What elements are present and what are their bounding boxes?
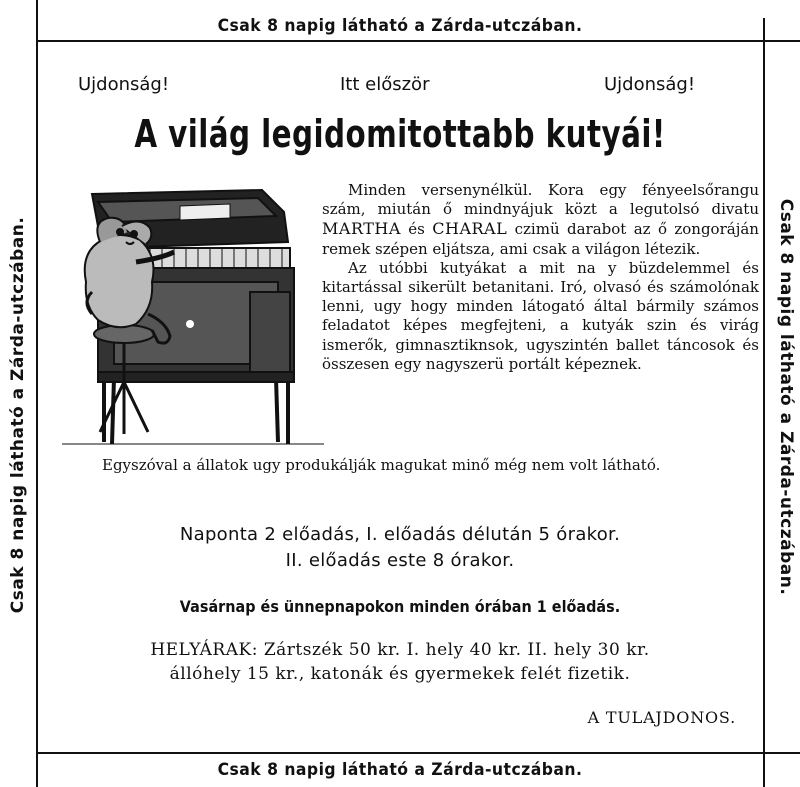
conjunction-and: és — [408, 220, 425, 239]
bottom-banner: Csak 8 napig látható a Zárda-utczában. — [217, 760, 583, 780]
description-paragraph-2: Az utóbbi kutyákat a mit na y büzdelemmel és kitartással sikerült betanitani. Iró, olvasó és számolónak lenni, ugy hogy minden látogató által bármily számos feladatot képes megfejteni, a kutyák szin és virág ismerők, gimnasztiknsok, ugyszintén ballet táncosok és összesen egy nagyszerü portált képeznek. — [322, 258, 759, 373]
performer-name-martha: MARTHA — [322, 219, 401, 239]
owner-signature: A TULAJDONOS. — [587, 708, 736, 727]
header-center-first-time: Itt először — [340, 74, 430, 95]
header-left-novelty: Ujdonság! — [78, 74, 170, 95]
schedule-line-1: Naponta 2 előadás, I. előadás délután 5 órakor. — [179, 524, 621, 545]
prices-line-1: HELYÁRAK: Zártszék 50 kr. I. hely 40 kr. II. hely 30 kr. — [150, 640, 650, 660]
description-paragraph-1 — [322, 181, 759, 259]
prices-line-2: állóhely 15 kr., katonák és gyermekek felét fizetik. — [169, 664, 631, 684]
left-border-line — [36, 40, 38, 754]
schedule-line-2: II. előadás este 8 órakor. — [285, 550, 515, 571]
paragraph-1-start: Minden versenynélkül. Kora egy fényeelsőrangu szám, miután ő mindnyájuk közt a legutolsó divatu — [322, 181, 759, 219]
right-border-line — [763, 40, 765, 754]
sunday-notice: Vasárnap és ünnepnapokon minden órában 1 előadás. — [179, 597, 621, 616]
bottom-border-line — [36, 752, 800, 754]
paragraph-1-end: czimü darabot az ő zongoráján remek szépen eljátsza, ami csak a világon létezik. — [322, 220, 759, 258]
dog-at-piano-illustration — [62, 182, 324, 454]
header-right-novelty: Ujdonság! — [604, 74, 696, 95]
summary-paragraph: Egyszóval a állatok ugy produkálják magukat minő még nem volt látható. — [102, 456, 661, 474]
description-column — [322, 181, 759, 374]
left-side-banner: Csak 8 napig látható a Zárda-utczában. — [8, 216, 28, 614]
poster-title: A világ legidomitottabb kutyái! — [134, 112, 666, 156]
right-side-banner: Csak 8 napig látható a Zárda-utczában. — [776, 198, 796, 596]
top-banner: Csak 8 napig látható a Zárda-utczában. — [217, 16, 583, 36]
performer-name-charal: CHARAL — [432, 219, 508, 239]
top-border-line — [36, 40, 800, 42]
